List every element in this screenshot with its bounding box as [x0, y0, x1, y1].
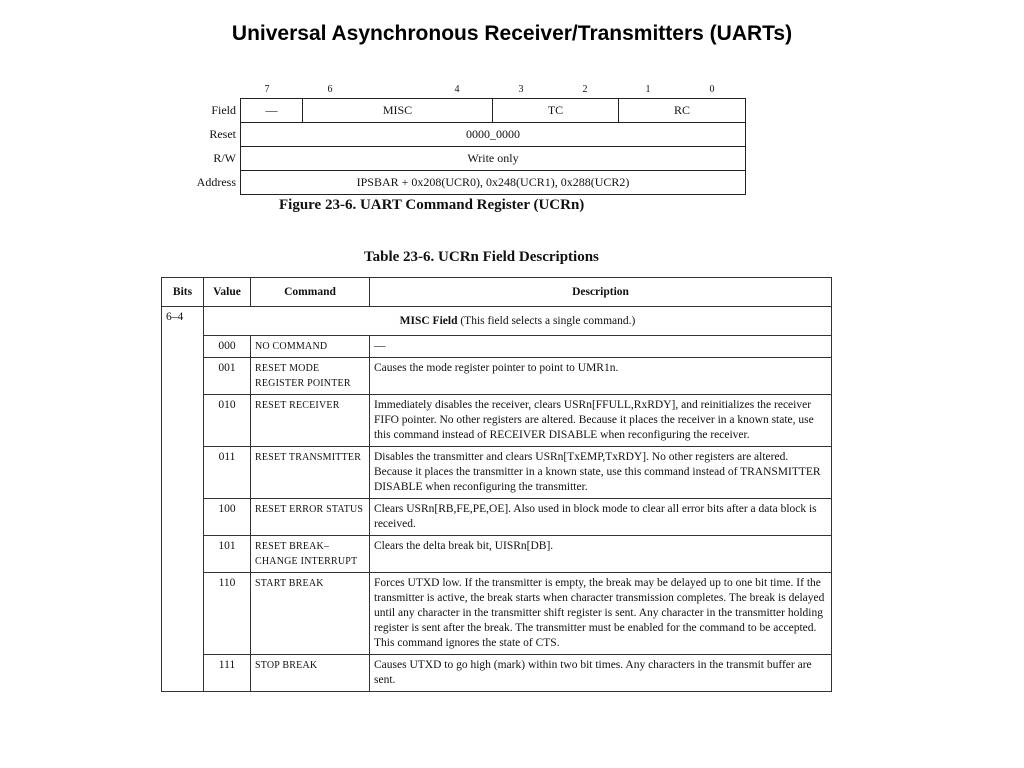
slide-title: Universal Asynchronous Receiver/Transmitters (UARTs) — [231, 22, 793, 45]
table-row — [162, 573, 832, 655]
table-row — [162, 499, 832, 536]
field-misc: MISC — [303, 99, 493, 123]
value-cell: 001 — [204, 358, 251, 395]
value-cell: 010 — [204, 395, 251, 447]
command-cell: START BREAK — [251, 573, 370, 655]
bit-number: 2 — [582, 84, 588, 95]
table-row — [162, 336, 832, 358]
register-diagram — [184, 98, 746, 195]
misc-field-label: MISC Field — [399, 314, 458, 327]
description-cell: Immediately disables the receiver, clears USRn[FFULL,RxRDY], and reinitializes the receiver FIFO pointer. No other registers are altered. Because it places the receiver in a known state, use this command instead of RECEIVER DISABLE when reconfiguring the receiver. — [370, 395, 832, 447]
row-label-field: Field — [211, 103, 236, 117]
misc-field-cell — [204, 307, 832, 336]
command-cell: STOP BREAK — [251, 655, 370, 692]
field-tc: TC — [493, 99, 619, 123]
table-row — [162, 447, 832, 499]
description-cell: Causes the mode register pointer to point to UMR1n. — [370, 358, 832, 395]
bit-number: 0 — [709, 84, 715, 95]
field-description-table — [161, 277, 832, 692]
value-cell: 100 — [204, 499, 251, 536]
register-rw-row — [184, 147, 746, 171]
command-cell: RESET BREAK– CHANGE INTERRUPT — [251, 536, 370, 573]
header-description: Description — [370, 278, 832, 307]
bit-number-row — [0, 84, 1024, 98]
header-command: Command — [251, 278, 370, 307]
description-cell: Clears USRn[RB,FE,PE,OE]. Also used in block mode to clear all error bits after a data block is received. — [370, 499, 832, 536]
table-row — [162, 655, 832, 692]
rw-value: Write only — [241, 147, 746, 171]
bit-number: 3 — [518, 84, 524, 95]
table-row — [162, 395, 832, 447]
bit-number: 6 — [327, 84, 333, 95]
bit-number: 1 — [645, 84, 651, 95]
address-value: IPSBAR + 0x208(UCR0), 0x248(UCR1), 0x288(UCR2) — [241, 171, 746, 195]
table-title: Table 23-6. UCRn Field Descriptions — [364, 249, 599, 265]
description-cell: Disables the transmitter and clears USRn[TxEMP,TxRDY]. No other registers are altered. Because it places the transmitter in a known state, use this command instead of TRANSMITTER DISABLE when reconfiguring the transmitter. — [370, 447, 832, 499]
command-cell: RESET RECEIVER — [251, 395, 370, 447]
command-cell: RESET MODE REGISTER POINTER — [251, 358, 370, 395]
row-label-reset: Reset — [209, 127, 236, 141]
value-cell: 111 — [204, 655, 251, 692]
value-cell: 101 — [204, 536, 251, 573]
description-cell: Causes UTXD to go high (mark) within two bit times. Any characters in the transmit buffer are sent. — [370, 655, 832, 692]
bit-number: 4 — [454, 84, 460, 95]
row-label-address: Address — [196, 175, 236, 189]
bit-number: 7 — [264, 84, 270, 95]
register-field-row — [184, 99, 746, 123]
description-cell: Clears the delta break bit, UISRn[DB]. — [370, 536, 832, 573]
description-cell: Forces UTXD low. If the transmitter is empty, the break may be delayed up to one bit time. If the transmitter is active, the break starts when character transmission completes. The break is delayed until any character in the transmitter shift register is sent. Any character in the transmitter holding register is sent after the break. The transmitter must be enabled for the command to be accepted. This command ignores the state of CTS. — [370, 573, 832, 655]
register-address-row — [184, 171, 746, 195]
value-cell: 011 — [204, 447, 251, 499]
register-reset-row — [184, 123, 746, 147]
header-bits: Bits — [162, 278, 204, 307]
misc-field-row — [162, 307, 832, 336]
figure-caption: Figure 23-6. UART Command Register (UCRn) — [279, 197, 585, 213]
value-cell: 110 — [204, 573, 251, 655]
table-header-row — [162, 278, 832, 307]
reset-value: 0000_0000 — [241, 123, 746, 147]
field-reserved: — — [241, 99, 303, 123]
row-label-rw: R/W — [213, 151, 236, 165]
table-row — [162, 536, 832, 573]
bits-cell: 6–4 — [162, 307, 204, 692]
header-value: Value — [204, 278, 251, 307]
misc-field-note: (This field selects a single command.) — [460, 314, 636, 327]
command-cell: RESET ERROR STATUS — [251, 499, 370, 536]
table-row — [162, 358, 832, 395]
command-cell: NO COMMAND — [251, 336, 370, 358]
field-rc: RC — [619, 99, 746, 123]
command-cell: RESET TRANSMITTER — [251, 447, 370, 499]
value-cell: 000 — [204, 336, 251, 358]
description-cell: — — [370, 336, 832, 358]
